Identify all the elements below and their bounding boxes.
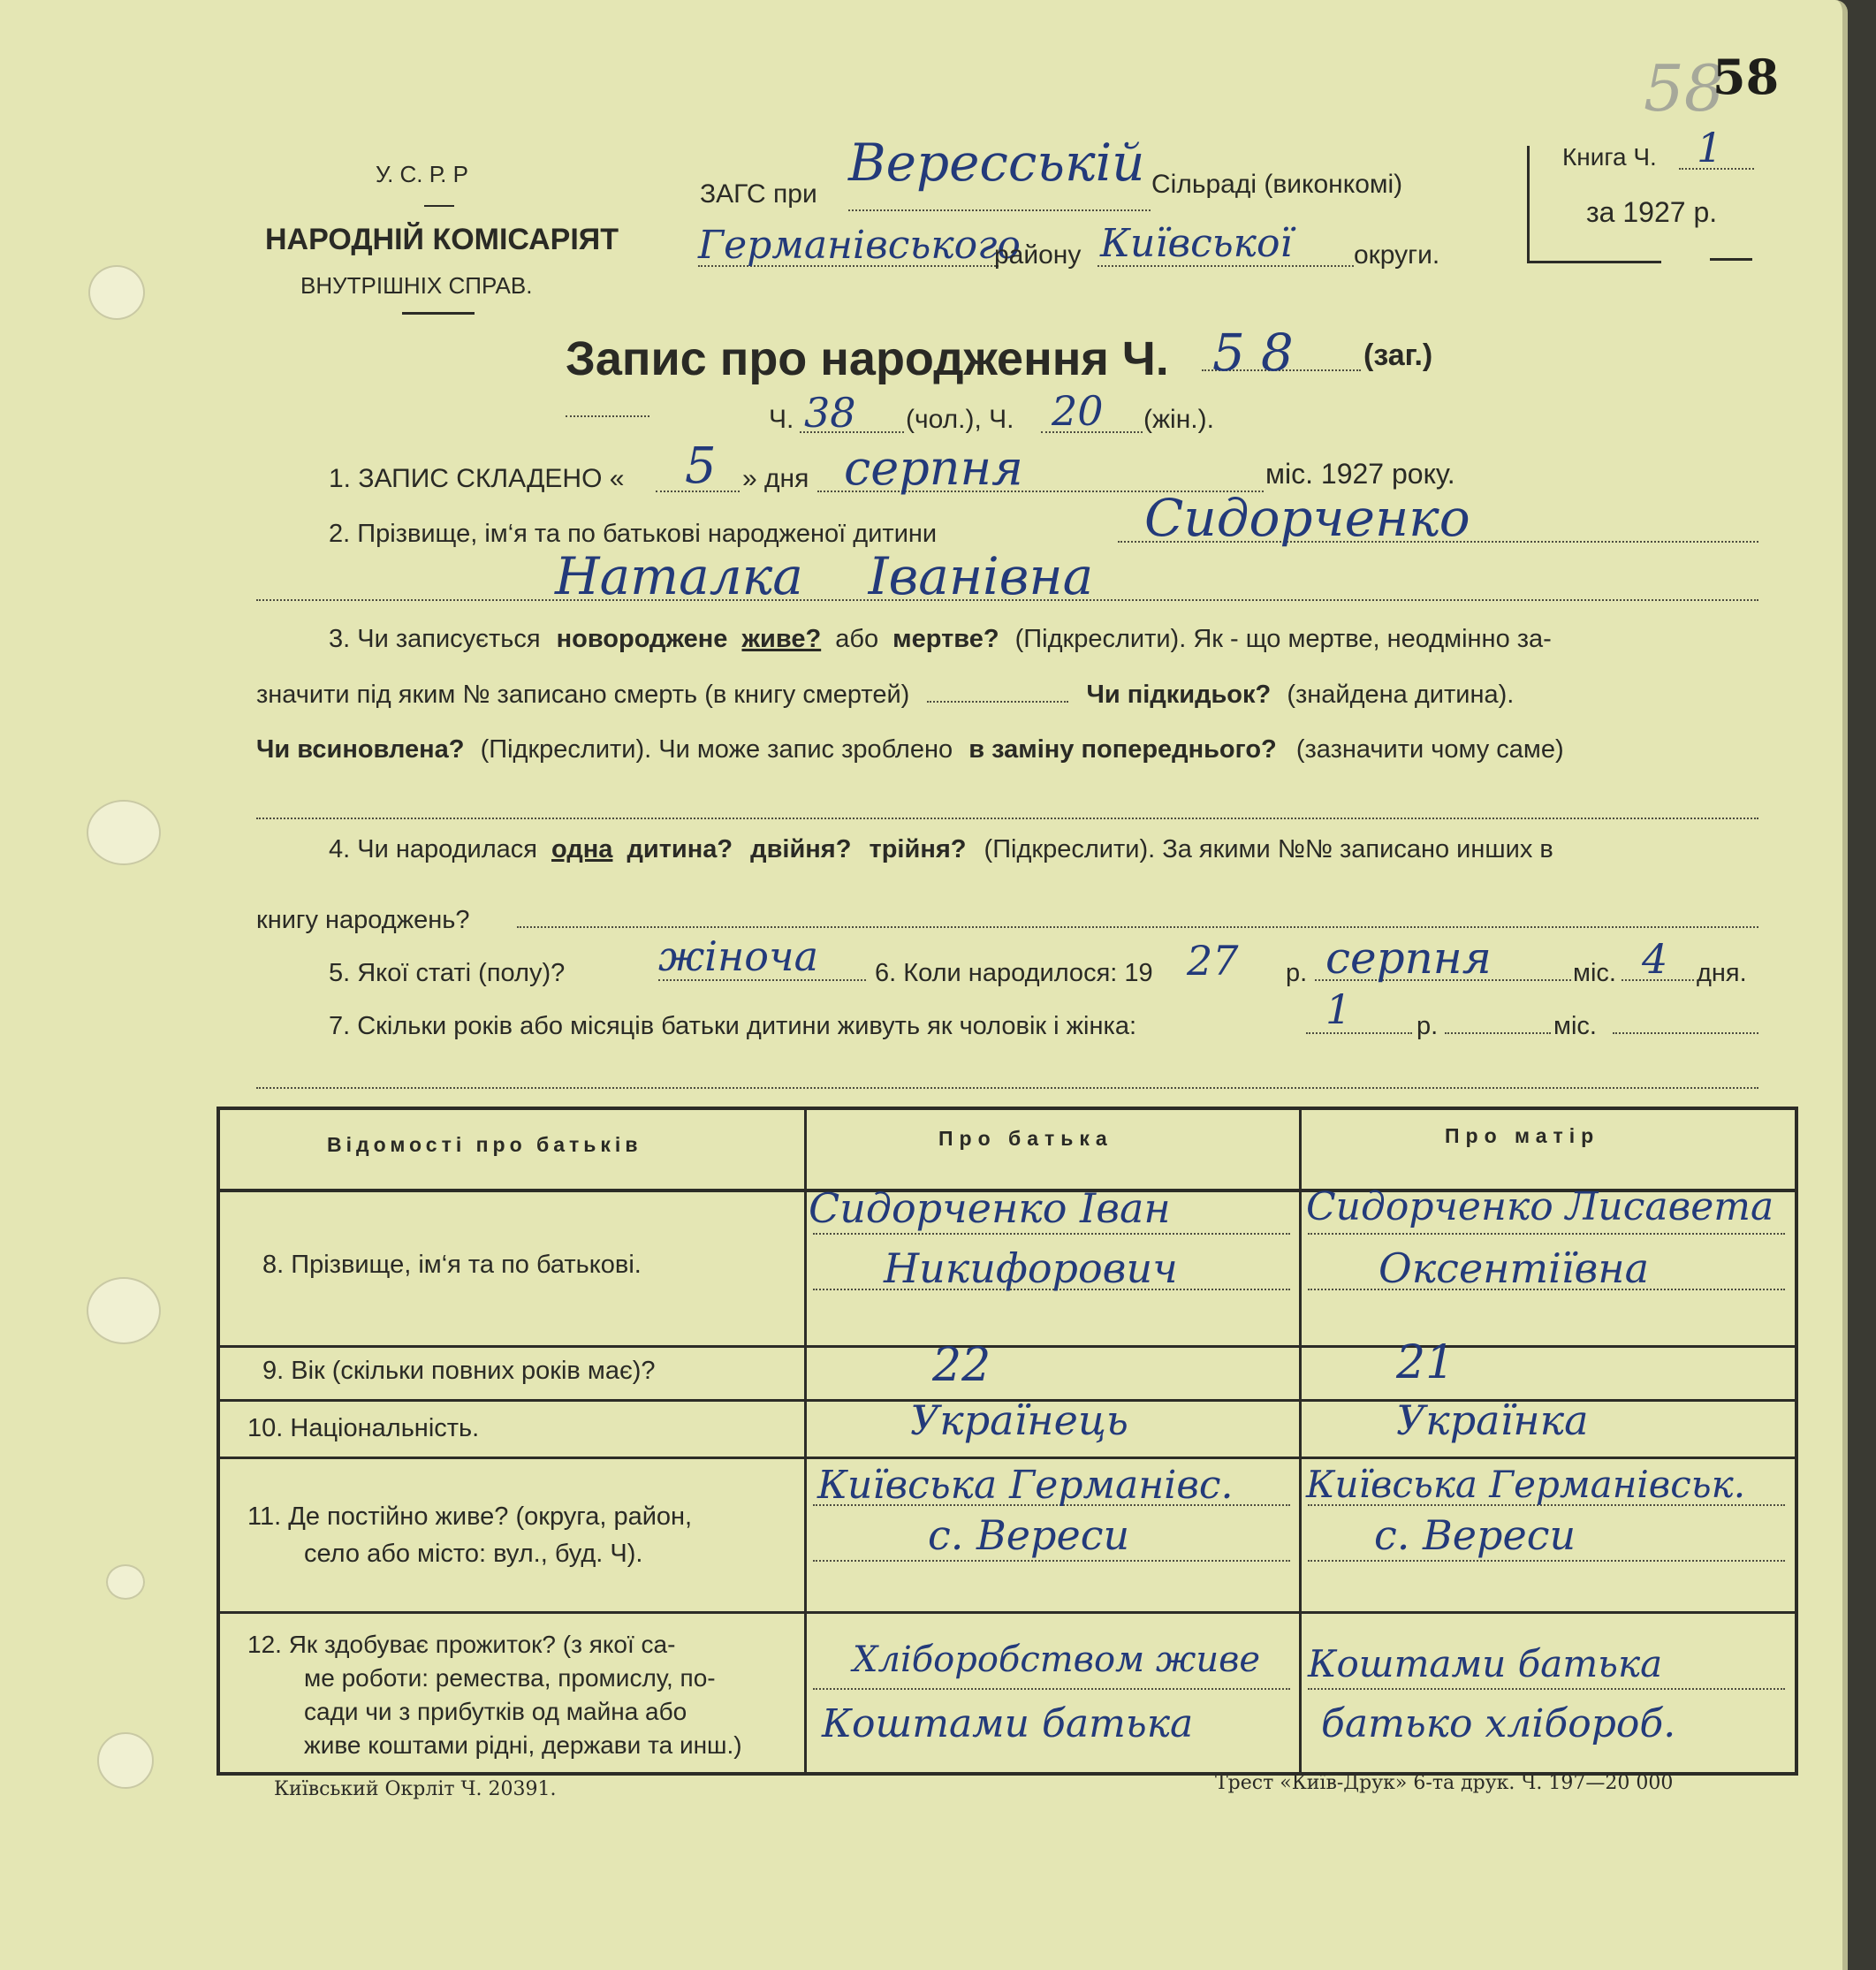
item1-day-handwritten: 5 [685, 437, 717, 495]
item3-line1 [329, 625, 1552, 654]
item5-sex-handwritten: жіноча [658, 932, 819, 980]
item1-mid: » дня [742, 464, 809, 493]
row10-mother-nationality: Українка [1396, 1396, 1589, 1444]
item3-alive-underlined: живе? [741, 625, 822, 653]
ch1-suffix: (чол.), Ч. [906, 405, 1014, 434]
item4-fill-line [517, 926, 1758, 928]
item4-one-underlined: одна [551, 835, 613, 863]
table-col-sep [804, 1107, 807, 1776]
okrug-label: округи. [1354, 240, 1440, 270]
row9-father-age: 22 [932, 1339, 991, 1392]
item6-r: р. [1286, 959, 1308, 987]
page-number: 58 [1713, 49, 1780, 105]
table-border-top [216, 1107, 1798, 1110]
item3-text: значити під яким № записано смерть (в книгу смертей) [256, 681, 910, 709]
item3-text: (знайдена дитина). [1287, 681, 1515, 709]
page-title: Запис про народження Ч. [566, 332, 1169, 385]
item6-day-handwritten: 4 [1642, 935, 1668, 983]
zags-handwritten: Вересській [848, 133, 1145, 193]
item4-twins: двійня? [750, 835, 852, 863]
answer-line [1308, 1688, 1785, 1690]
item5-label: 5. Якої статі (полу)? [329, 959, 566, 987]
row8-mother-line1: Сидорченко Лисавета [1306, 1184, 1774, 1229]
page-number-pencil: 58 [1644, 51, 1725, 126]
item7-months-line [1445, 1032, 1551, 1034]
answer-line [813, 1688, 1290, 1690]
item3-text: (Підкреслити). Чи може запис зроблено [480, 735, 953, 764]
answer-line [813, 1560, 1290, 1562]
item3-line3 [256, 735, 1564, 764]
item4-line1 [329, 835, 1553, 864]
commissariat-label: НАРОДНІЙ КОМІСАРІЯТ [265, 223, 619, 256]
district-handwritten: Германівського [698, 223, 1021, 268]
answer-line [813, 1233, 1290, 1235]
table-col-sep [1299, 1107, 1302, 1776]
row9-mother-age: 21 [1396, 1336, 1455, 1389]
table-header-info: Відомості про батьків [327, 1133, 642, 1156]
item3-foundling: Чи підкидьок? [1086, 681, 1272, 709]
title-number-handwritten: 58 [1212, 323, 1310, 383]
item4-text: (Підкреслити). За якими №№ записано инших в [984, 835, 1553, 863]
item7-years-line [1306, 1032, 1412, 1034]
title-dash [566, 415, 649, 417]
item3-death-line [927, 701, 1068, 703]
row12-father-line1: Хліборобством живе [853, 1639, 1261, 1680]
table-border-right [1795, 1107, 1798, 1776]
item2-label: 2. Прізвище, ім‘я та по батькові народженої дитини [329, 520, 938, 548]
item1-suffix: міс. 1927 року. [1265, 458, 1455, 490]
district-label: району [994, 240, 1082, 270]
ch2-suffix: (жін.). [1143, 405, 1214, 434]
divider [424, 205, 454, 207]
item7-r: р. [1416, 1012, 1439, 1040]
row12-label-line1: 12. Як здобуває прожиток? (з якої са- [247, 1631, 676, 1658]
footer-printer-left: Київський Окрліт Ч. 20391. [274, 1778, 557, 1800]
row12-label-line2: ме роботи: ремества, промислу, по- [304, 1664, 716, 1692]
footer-printer-right: Трест «Київ-Друк» 6-та друк. Ч. 197—20 000 [1215, 1772, 1674, 1794]
row11-label-line1: 11. Де постійно живе? (округа, район, [247, 1502, 693, 1531]
item7-line2 [256, 1087, 1758, 1089]
item3-replacement: в заміну попереднього? [968, 735, 1277, 764]
item1-label: 1. ЗАПИС СКЛАДЕНО « [329, 464, 625, 493]
item3-text: 3. Чи записується [329, 625, 541, 653]
item3-line2 [256, 681, 1514, 710]
punch-hole [87, 1277, 161, 1344]
row11-mother-line1: Київська Германівськ. [1306, 1463, 1746, 1506]
item6-month-handwritten: серпня [1325, 932, 1492, 984]
row11-father-line2: с. Вереси [928, 1511, 1130, 1559]
item7-fill-line [1613, 1032, 1758, 1034]
answer-line [1308, 1233, 1785, 1235]
item6-dnya: дня. [1697, 959, 1747, 987]
item3-or: або [835, 625, 879, 653]
book-box-bottom [1527, 261, 1661, 263]
book-box-bottom [1710, 258, 1752, 261]
row12-label-line4: живе коштами рідні, держави та инш.) [304, 1731, 742, 1759]
table-header-mother: Про матір [1445, 1124, 1600, 1147]
ch1-label: Ч. [769, 405, 794, 434]
row8-label: 8. Прізвище, ім‘я та по батькові. [262, 1251, 642, 1279]
republic-label: У. С. Р. Р [376, 161, 468, 187]
row8-father-line1: Сидорченко Іван [809, 1184, 1171, 1232]
zags-prefix: ЗАГС при [700, 179, 817, 209]
row12-label-line3: сади чи з прибутків од майна або [304, 1698, 687, 1725]
row11-label-line2: село або місто: вул., буд. Ч). [304, 1540, 643, 1568]
book-box-left [1527, 146, 1530, 262]
department-label: ВНУТРІШНІХ СПРАВ. [300, 272, 533, 299]
punch-hole [97, 1732, 154, 1789]
table-row-sep [216, 1457, 1798, 1459]
book-label: Книга Ч. [1562, 143, 1657, 171]
zags-fill-line [848, 209, 1151, 211]
row9-label: 9. Вік (скільки повних років має)? [262, 1357, 656, 1385]
punch-hole [87, 800, 161, 865]
item7-label: 7. Скільки років або місяців батьки дитини живуть як чоловік і жінка: [329, 1012, 1137, 1040]
table-row-sep [216, 1345, 1798, 1348]
item6-year-handwritten: 27 [1187, 937, 1239, 985]
item2-surname-handwritten: Сидорченко [1144, 488, 1470, 548]
row8-mother-line2: Оксентіївна [1379, 1244, 1650, 1292]
row8-father-line2: Никифорович [884, 1244, 1178, 1292]
item6-label: 6. Коли народилося: 19 [875, 959, 1153, 987]
book-handwritten: 1 [1697, 124, 1723, 171]
row12-mother-line1: Коштами батька [1308, 1642, 1663, 1685]
row11-mother-line2: с. Вереси [1374, 1511, 1576, 1559]
punch-hole [106, 1564, 145, 1600]
item4-line2: книгу народжень? [256, 906, 470, 934]
item3-fill-line [256, 818, 1758, 819]
item3-newborn: новороджене [556, 625, 728, 653]
item2-name-handwritten: Наталка Іванівна [555, 546, 1094, 606]
row10-label: 10. Національність. [247, 1414, 480, 1442]
table-header-father: Про батька [938, 1127, 1113, 1150]
item3-adopted: Чи всиновлена? [256, 735, 465, 764]
table-row-sep [216, 1611, 1798, 1614]
item6-mis: міс. [1573, 959, 1616, 987]
table-border-left [216, 1107, 220, 1776]
row12-mother-line2: батько хлібороб. [1321, 1701, 1676, 1746]
item1-month-handwritten: серпня [844, 440, 1023, 496]
item3-dead: мертве? [892, 625, 999, 653]
answer-line [1308, 1560, 1785, 1562]
item4-triplets: трійня? [869, 835, 967, 863]
book-year: за 1927 р. [1586, 196, 1718, 228]
title-suffix: (заг.) [1363, 338, 1433, 372]
zags-suffix: Сільраді (виконкомі) [1151, 170, 1403, 199]
punch-hole [88, 265, 145, 320]
item4-child: дитина? [627, 835, 733, 863]
divider [402, 312, 475, 315]
item7-years-handwritten: 1 [1325, 985, 1352, 1033]
item4-text: 4. Чи народилася [329, 835, 537, 863]
row11-father-line1: Київська Германівс. [817, 1463, 1234, 1508]
okrug-handwritten: Київської [1100, 221, 1293, 266]
row10-father-nationality: Українець [910, 1396, 1128, 1444]
row12-father-line2: Коштами батька [822, 1701, 1194, 1746]
item7-mis: міс. [1553, 1012, 1597, 1040]
item3-text: (Підкреслити). Як - що мертве, неодмінно за- [1014, 625, 1552, 653]
ch1-handwritten: 38 [804, 389, 856, 437]
item3-text: (зазначити чому саме) [1295, 735, 1564, 764]
ch2-handwritten: 20 [1052, 387, 1104, 435]
